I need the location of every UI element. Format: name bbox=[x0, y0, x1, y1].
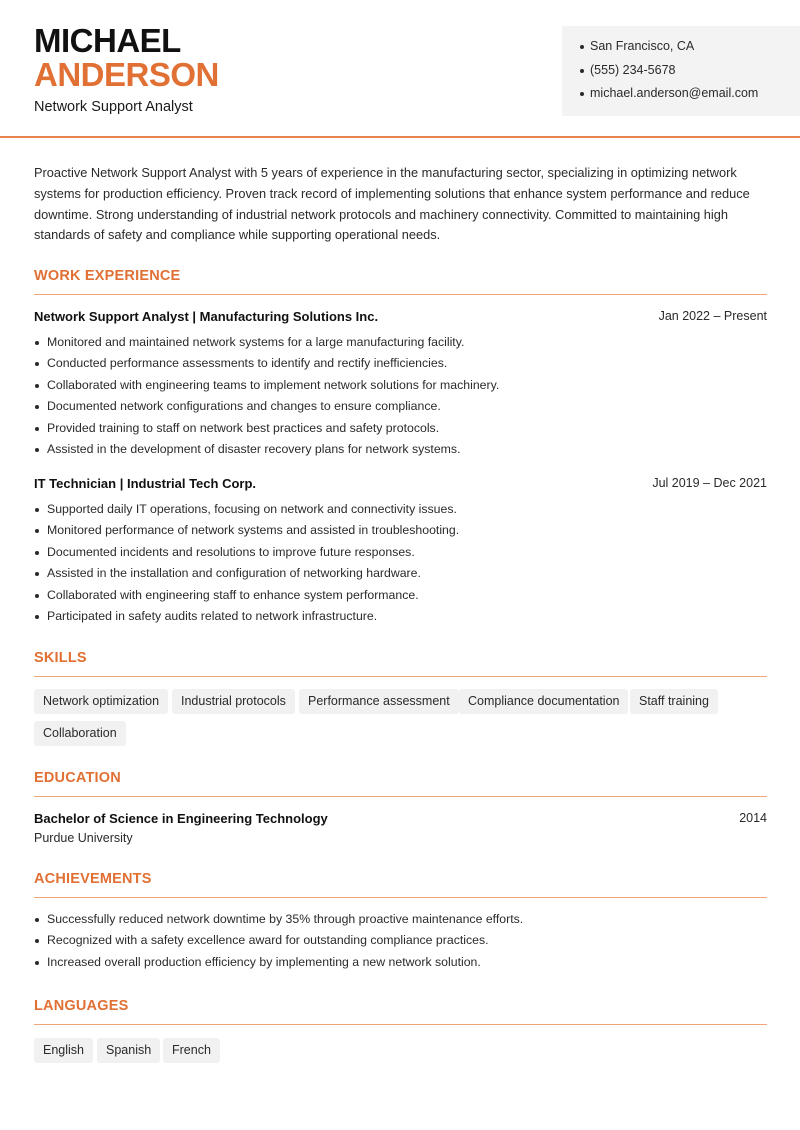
list-item: Monitored and maintained network systems for a large manufacturing facility. bbox=[34, 332, 767, 353]
skill-chip: Network optimization bbox=[34, 689, 168, 714]
professional-summary: Proactive Network Support Analyst with 5 years of experience in the manufacturing sector, specializing in optimizing network systems for production efficiency. Proven track record of implementing solutions that enhance system performance and reduce downtime. Strong understanding of industrial network protocols and machinery connectivity. Committed to maintaining high standards of safety and compliance while supporting operational needs. bbox=[34, 165, 750, 243]
skills-heading: SKILLS bbox=[34, 650, 87, 666]
section-divider bbox=[34, 897, 767, 898]
skill-chip: Performance assessment bbox=[299, 689, 459, 714]
job-entry-header bbox=[34, 309, 767, 327]
list-item: Provided training to staff on network best practices and safety protocols. bbox=[34, 418, 767, 439]
job-entry-header bbox=[34, 476, 767, 494]
language-chip: French bbox=[163, 1038, 220, 1063]
skill-chip: Industrial protocols bbox=[172, 689, 295, 714]
section-divider bbox=[34, 1024, 767, 1025]
job-dates: Jan 2022 – Present bbox=[658, 309, 767, 323]
list-item: Participated in safety audits related to network infrastructure. bbox=[34, 606, 767, 627]
job-role: Network Support Analyst | Manufacturing Solutions Inc. bbox=[34, 309, 379, 324]
skill-chip: Staff training bbox=[630, 689, 718, 714]
section-divider bbox=[34, 294, 767, 295]
list-item: Successfully reduced network downtime by 35% through proactive maintenance efforts. bbox=[34, 909, 767, 930]
list-item: Monitored performance of network systems and assisted in troubleshooting. bbox=[34, 520, 767, 541]
list-item: Increased overall production efficiency by implementing a new network solution. bbox=[34, 952, 767, 973]
section-divider bbox=[34, 676, 767, 677]
list-item: Assisted in the installation and configuration of networking hardware. bbox=[34, 563, 767, 584]
contact-email[interactable]: michael.anderson@email.com bbox=[580, 82, 800, 106]
list-item: Recognized with a safety excellence award for outstanding compliance practices. bbox=[34, 930, 767, 951]
list-item: Documented network configurations and changes to ensure compliance. bbox=[34, 396, 767, 417]
contact-phone: (555) 234-5678 bbox=[580, 59, 800, 83]
job-dates: Jul 2019 – Dec 2021 bbox=[652, 476, 767, 490]
work-experience-heading: WORK EXPERIENCE bbox=[34, 268, 181, 284]
skill-chip: Compliance documentation bbox=[459, 689, 628, 714]
education-school: Purdue University bbox=[34, 831, 133, 845]
education-year: 2014 bbox=[739, 811, 767, 825]
list-item: Collaborated with engineering staff to enhance system performance. bbox=[34, 585, 767, 606]
contact-box bbox=[562, 26, 800, 116]
list-item: Documented incidents and resolutions to improve future responses. bbox=[34, 542, 767, 563]
list-item: Collaborated with engineering teams to implement network solutions for machinery. bbox=[34, 375, 767, 396]
job-bullets bbox=[34, 499, 767, 627]
job-title: Network Support Analyst bbox=[34, 99, 193, 115]
list-item: Supported daily IT operations, focusing on network and connectivity issues. bbox=[34, 499, 767, 520]
language-chip: English bbox=[34, 1038, 93, 1063]
section-divider bbox=[34, 796, 767, 797]
language-chip: Spanish bbox=[97, 1038, 160, 1063]
last-name: ANDERSON bbox=[34, 56, 219, 93]
languages-heading: LANGUAGES bbox=[34, 998, 129, 1014]
education-degree: Bachelor of Science in Engineering Technology bbox=[34, 811, 328, 826]
achievements-list bbox=[34, 909, 767, 973]
job-role: IT Technician | Industrial Tech Corp. bbox=[34, 476, 257, 491]
contact-location: San Francisco, CA bbox=[580, 35, 800, 59]
achievements-heading: ACHIEVEMENTS bbox=[34, 871, 152, 887]
resume-header bbox=[0, 0, 800, 138]
job-bullets bbox=[34, 332, 767, 460]
education-heading: EDUCATION bbox=[34, 770, 121, 786]
skill-chip: Collaboration bbox=[34, 721, 126, 746]
first-name: MICHAEL bbox=[34, 22, 181, 59]
list-item: Conducted performance assessments to identify and rectify inefficiencies. bbox=[34, 353, 767, 374]
list-item: Assisted in the development of disaster recovery plans for network systems. bbox=[34, 439, 767, 460]
